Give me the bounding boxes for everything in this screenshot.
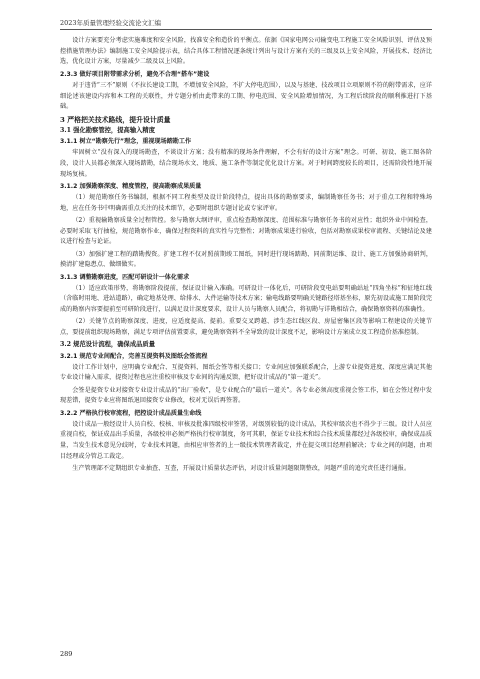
paragraph-3-1-2-b: （2）重视输勘察质量全过程管控。参与勘察大纲评审，重点检查勘察深度、范围标准与勘察任务书的对应性；组织外业中间检查，必要时采取飞行抽检，规范勘察作业，确保过程资料的真实性与完整性；对勘察成果进行验收，包括对勘察成果校审流程、关键结论及建议进行检查与论证。 (60, 216, 432, 246)
header-rule (60, 29, 432, 30)
heading-3-2: 3.2 规范设计流程，确保成品质量 (60, 341, 156, 349)
paragraph-3-1-3-a: （1）适应政策形势，将勘察阶段提前，保证设计输入准确。可研设计一体化后，可研阶段变电站要明确站址“四角坐标”和征地红线（含临时用地、进站道路），确定地基处理、给排水、大件运输等技术方案；输电线路要明确关键路径塔基坐标，原先初设或施工图阶段完成的勘察内容要提前至可研阶段进行，以满足设计深度要求，设计人员与勘察人员配合，将初勘与详勘相结合，确保勘察资料的准确性。 (60, 284, 432, 314)
heading-2-3-3: 2.3.3 做好项目附带需求分析，避免不合理“搭车”建设 (60, 70, 210, 78)
paragraph-3-1-1: 牢固树立“没有深入的现场勘查，不谈设计方案；没有精准的现场条件理解，不会有好的设计方案”理念。可研、初设、施工图各阶段，设计人员都必须深入现场踏勘，结合现场水文、地质、施工条件等制定优化设计方案。对于时间跨度较长的项目，还需阶段性地开展现场复核。 (60, 149, 432, 178)
heading-3-1-1: 3.1.1 树立“勘察先行”理念，重视现场踏勘工作 (60, 138, 192, 146)
paragraph-intro: 设计方案要充分考虑实施难度和安全风险，找准安全和造价的平衡点。依据《国家电网公司输变电工程施工安全风险识别、评估及预控措施管理办法》编制施工安全风险提示表，结合具体工程情况逐条统计列出与设计方案有关的三级及以上安全风险，开展技术、经济比选，优化设计方案，尽量减少二级及以上风险。 (60, 37, 432, 66)
paragraph-2-3-3: 对于违背“三不”原则（不拉长建设工期，不增加安全风险，不扩大停电范围），以及与基建、技改项目立项原则不符的附带需求，应详细论述该建设内容和本工程的关联性，并专题分析由此带来的工期、停电范围、安全风险增加情况，为工程后续阶段的顺利推进打下基础。 (60, 81, 432, 111)
page-number: 289 (60, 650, 73, 658)
paragraph-3-2-2-a: 设计成品一般经设计人员自校、校核、审核及批准四级校审签署，对级别较低的设计成品，其校审级次也不得少于三级。设计人员应重视自校，保证成品出手质量，各级校审必须严格执行校审制度，务可其职，保证专业技术和综合技术质量都经过各级校审，确保成品质量，当发生技术意见分歧时，专业技术问题，由相应审签者的上一级技术管理者裁定，并在提交项目经理前解决；专业之间的问题，由项目经理或分管总工裁定。 (60, 420, 432, 460)
running-header: 2023年质量管理经验交流论文汇编 (60, 19, 162, 27)
paragraph-3-1-2-c: （3）加强扩建工程的踏勘搜资。扩建工程不仅对照前期竣工图纸，同时进行现场踏勘、同前期运维、设计、施工方加强协商研判，摸清扩建隐患点、做细做实。 (60, 250, 432, 269)
paragraph-3-2-1-a: 设计工作计划中，应明确专业配合、互提资料、图纸会签等相关接口；专业间应加强联系配合，上游专业提资进度、深度应满足其他专业设计输入需求，提资过程也应注重校审核及专业间的沟通反馈，把好设计成品的“第一道关”。 (60, 363, 432, 382)
paragraph-3-1-3-b: （2）关键节点的勘察深度、进度，应适度提高、提前。重要交叉跨越、涉生态红线区段、房屋密集区段等影响工程建设的关键节点，要提前组织现场勘察，满足专项评估前置要求，避免勘察资料不全导致的设计深度不足，影响设计方案成立及工程造价基准控制。 (60, 318, 432, 337)
heading-section-3: 3 严格把关技术路线，提升设计质量 (60, 115, 171, 124)
paragraph-3-2-1-b: 会签是提资专业对接资专业设计成品的“出厂验收”，是专业配合的“最后一道关”。各专业必须高度重视会签工作，如在会签过程中发现差错，提资专业应将图纸退回接资专业修改，校对无误后再签署。 (60, 386, 432, 405)
heading-3-2-1: 3.2.1 规范专业间配合，完善互提资料及图纸会签流程 (60, 352, 208, 360)
heading-3-2-2: 3.2.2 严格执行校审流程，把控设计成品质量生命线 (60, 409, 202, 417)
paragraph-3-1-2-a: （1）规范勘察任务书编制，根据不同工程类型及设计阶段特点，提出具体的勘察要求，编制勘察任务书；对于重点工程和特殊场地，应在任务书中明确需重点关注的技术细节，必要时组织专题讨论或专家评审。 (60, 193, 432, 212)
page-body (60, 36, 432, 476)
heading-3-1: 3.1 强化勘察管控，提高输入精度 (60, 127, 156, 134)
paragraph-3-2-2-b: 生产管理部不定期组织专业抽查、互查，开展设计质量状态评估，对设计质量问题限期整改，问题严重的追究责任进行通报。 (72, 465, 411, 473)
heading-3-1-3: 3.1.3 调整勘察进度，匹配可研设计一体化需求 (60, 273, 190, 281)
heading-3-1-2: 3.1.2 加强勘察深度、精度管控，提高勘察成果质量 (60, 182, 202, 190)
